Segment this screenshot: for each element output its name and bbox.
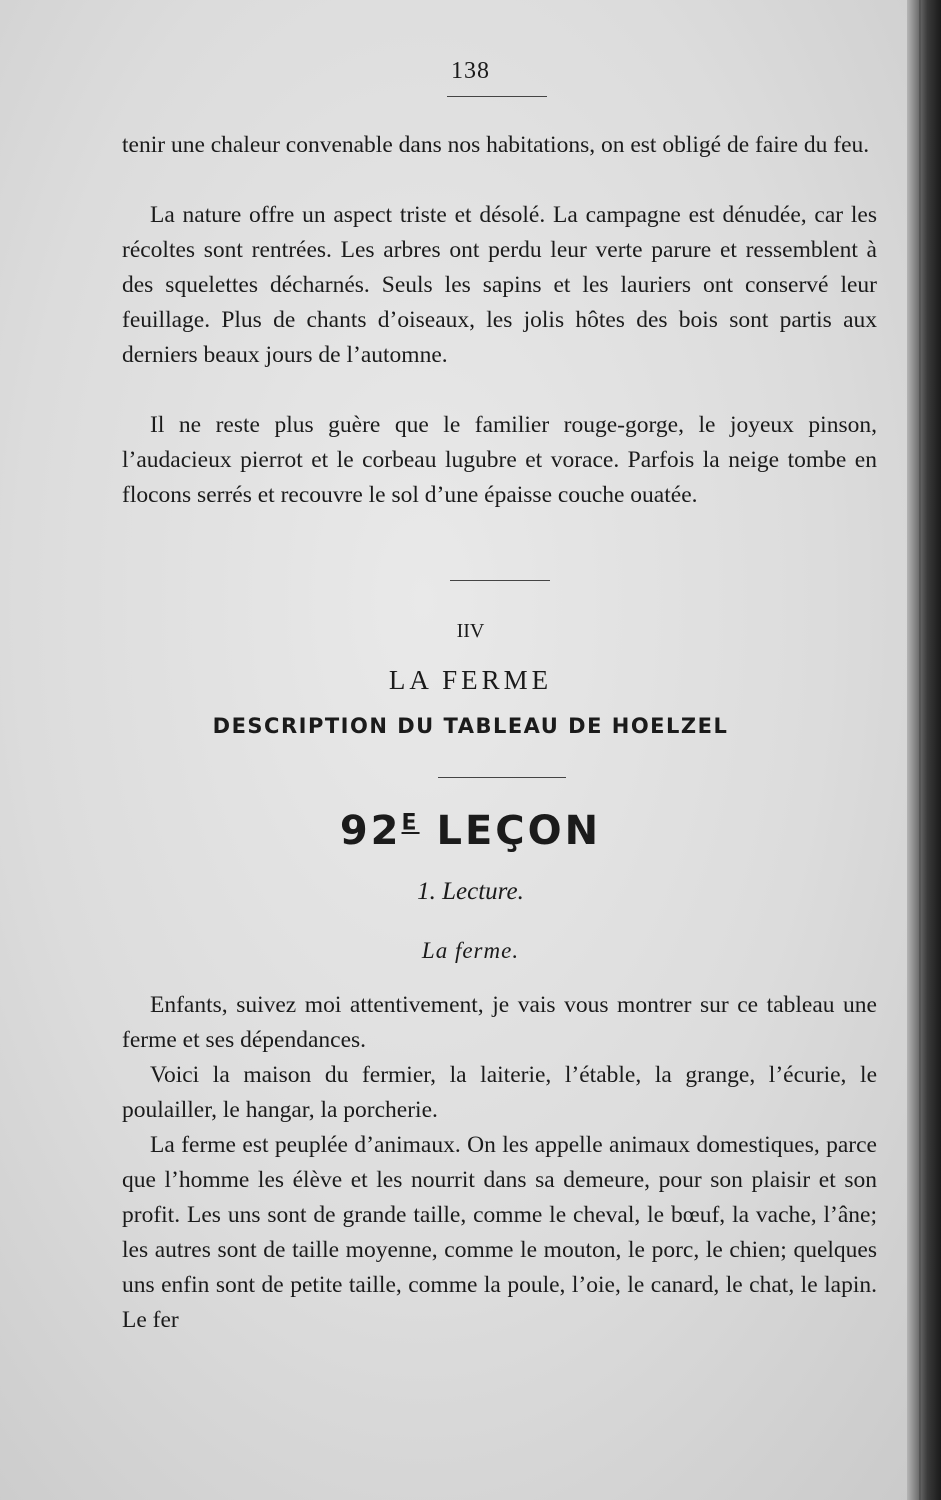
chapter-subtitle: DESCRIPTION DU TABLEAU DE HOELZEL	[212, 714, 729, 738]
chapter-title: LA FERME	[388, 665, 553, 695]
reading-title: La ferme.	[421, 938, 520, 963]
section-heading: 1. Lecture.	[417, 878, 524, 905]
paragraph-4: Enfants, suivez moi attentivement, je vais vous montrer sur ce tableau une ferme et ses dépendances.	[122, 992, 877, 1053]
chapter-roman-numeral: IIV	[456, 620, 485, 642]
spine-edge	[919, 0, 921, 1500]
paragraph-1: tenir une chaleur convenable dans nos habitations, on est obligé de faire du feu.	[122, 132, 870, 158]
page-number: 138	[451, 58, 490, 84]
paragraph-2: La nature offre un aspect triste et désolé. La campagne est dénudée, car les récoltes sont rentrées. Les arbres ont perdu leur verte parure et ressemblent à des squelettes décharnés. Seuls les sapins et les lauriers ont conservé leur feuillage. Plus de chants d’oiseaux, les jolis hôtes des bois sont partis aux derniers beaux jours de l’automne.	[122, 202, 877, 368]
lesson-heading	[0, 808, 941, 854]
book-spine	[907, 0, 941, 1500]
lesson-suffix: E	[401, 810, 420, 836]
subtitle-rule	[438, 777, 566, 778]
paragraph-3: Il ne reste plus guère que le familier rouge-gorge, le joyeux pinson, l’audacieux pierrot et le corbeau lugubre et vorace. Parfois la neige tombe en flocons serrés et recouvre le sol d’une épaisse couche ouatée.	[122, 412, 877, 508]
lesson-word: LEÇON	[436, 808, 602, 854]
paragraph-5: Voici la maison du fermier, la laiterie, l’étable, la grange, l’écurie, le poulailler, le hangar, la porcherie.	[122, 1062, 877, 1123]
lesson-number: 92	[339, 808, 402, 854]
paragraph-6: La ferme est peuplée d’animaux. On les appelle animaux domestiques, parce que l’homme les élève et les nourrit dans sa demeure, pour son plaisir et son profit. Les uns sont de grande taille, comme le cheval, le bœuf, la vache, l’âne; les autres sont de taille moyenne, comme le mouton, le porc, le chien; quelques uns enfin sont de petite taille, comme la poule, l’oie, le canard, le chat, le lapin. Le fer	[122, 1132, 877, 1333]
section-divider	[450, 580, 550, 581]
header-rule	[447, 96, 547, 97]
